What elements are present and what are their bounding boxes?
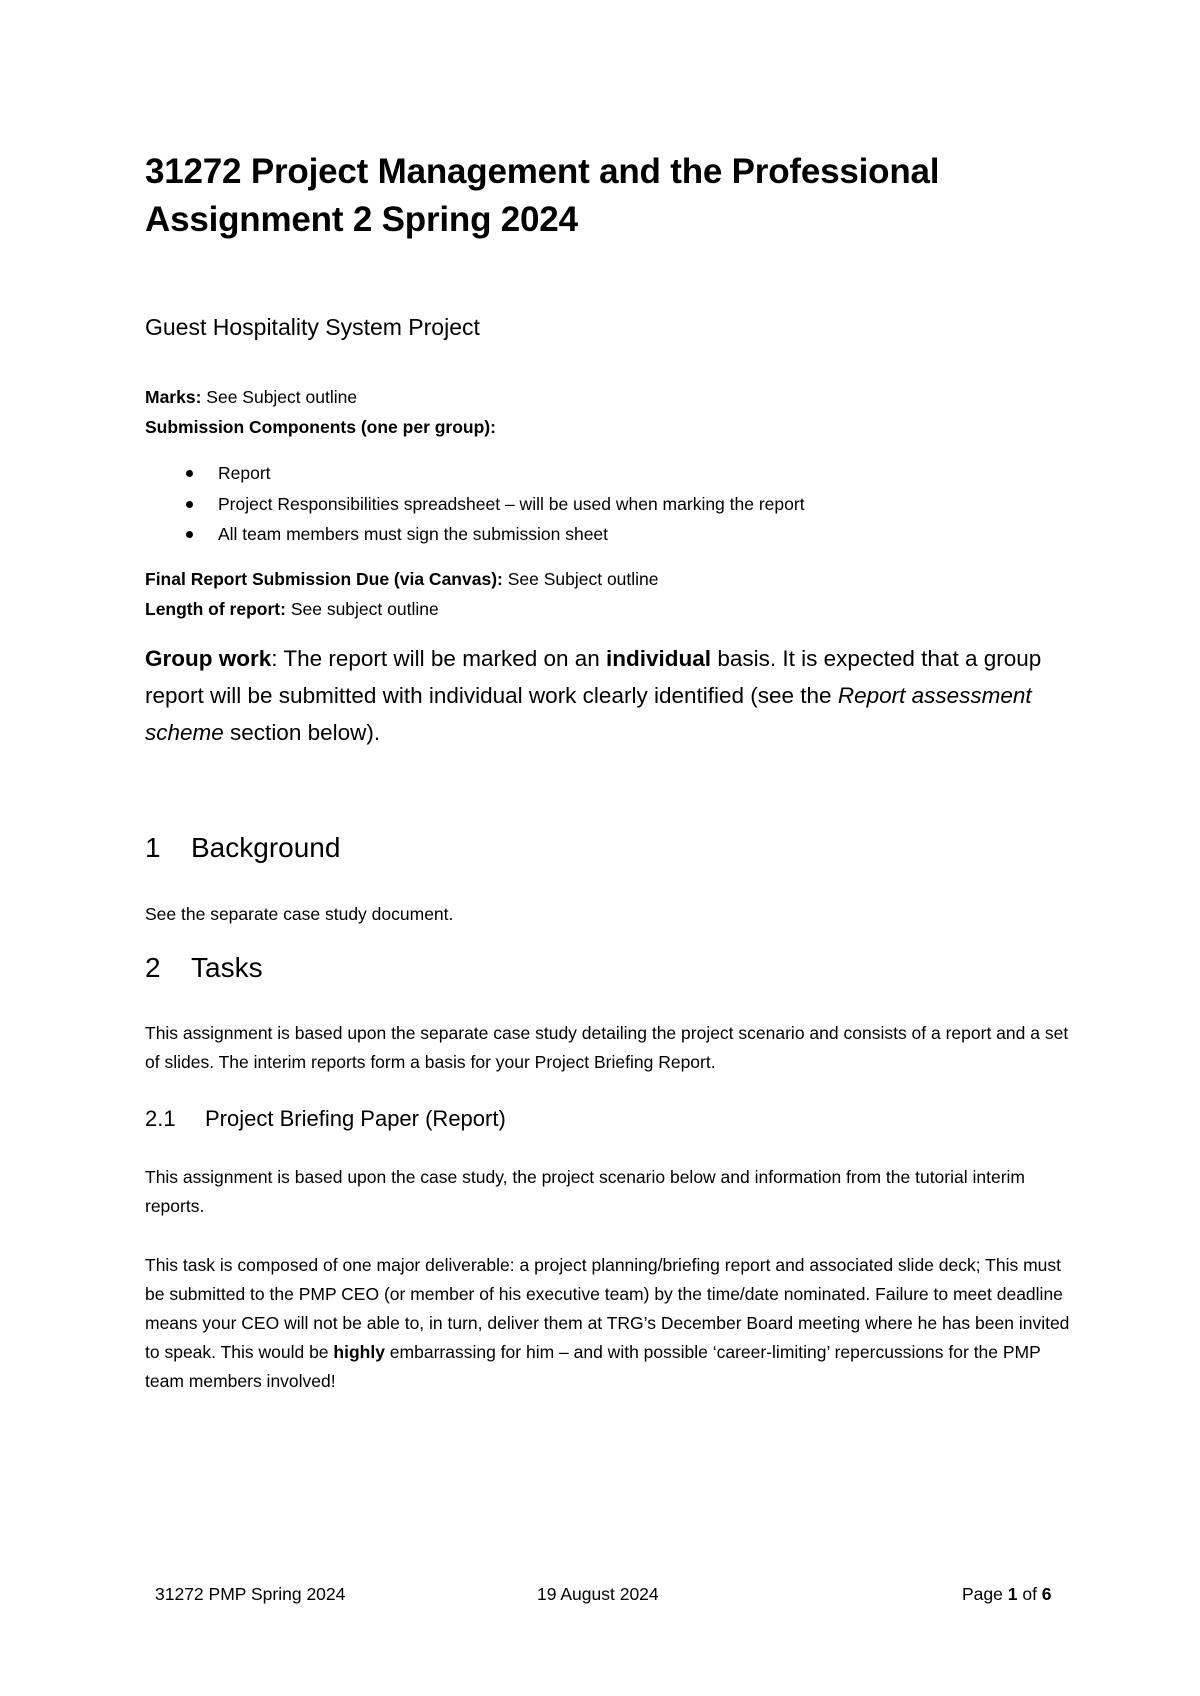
section-title: Background [191,832,341,863]
list-item-text: Project Responsibilities spreadsheet – will be used when marking the report [218,493,805,514]
document-page [145,0,1070,1696]
bullet-icon [186,501,193,508]
title-line-2: Assignment 2 Spring 2024 [145,200,578,239]
bullet-icon [186,531,193,538]
page-label: Page [962,1584,1008,1604]
list-item [145,458,805,489]
section-body-tasks: This assignment is based upon the separate case study detailing the project scenario and consists of a report and a set of slides. The interim reports form a basis for your Project Briefing Report. [145,1023,1069,1072]
footer-page-number [962,1584,1052,1605]
length-value: See subject outline [285,599,439,619]
page-current: 1 [1007,1584,1018,1604]
group-work-italic: Report assessment scheme [145,683,1032,745]
length-line [145,596,439,622]
briefing-paragraph-2 [145,1251,1080,1396]
list-item-text: Report [218,463,271,483]
footer-left: 31272 PMP Spring 2024 [155,1584,346,1604]
group-work-paragraph [145,640,1075,751]
submission-components-list [145,458,805,550]
final-due-value: See Subject outline [502,569,659,589]
group-work-colon: : [271,646,278,671]
subsection-title: Project Briefing Paper (Report) [205,1106,506,1131]
marks-label: Marks: [145,387,202,407]
final-due-label: Final Report Submission Due (via Canvas): [145,569,503,589]
group-work-text: basis. It is expected that a group report will be submitted with individual work clearly identified (see the [145,646,1042,708]
section-heading-tasks [145,952,263,984]
briefing-text: embarrassing for him – and with possible ‘career-limiting’ repercussions for the PMP team members involved! [145,1342,1041,1391]
final-due-line [145,566,659,592]
section-body-background: See the separate case study document. [145,904,454,924]
submission-components-line [145,414,496,440]
group-work-text: section below). [223,720,381,745]
list-item [145,489,805,520]
footer-date: 19 August 2024 [537,1584,659,1604]
group-work-label: Group work [145,646,272,671]
marks-line [145,384,357,410]
briefing-paragraph-1: This assignment is based upon the case study, the project scenario below and information from the tutorial interim reports. [145,1167,1025,1216]
submission-components-label: Submission Components (one per group): [145,417,496,437]
section-number: 2 [145,952,161,983]
bullet-icon [186,470,193,477]
title-line-1: 31272 Project Management and the Professional [145,152,940,191]
page-of: of [1017,1584,1042,1604]
briefing-bold: highly [333,1342,385,1362]
subsection-number: 2.1 [145,1106,176,1131]
list-item-text: All team members must sign the submission sheet [218,524,609,544]
list-item [145,519,805,550]
project-subtitle: Guest Hospitality System Project [145,314,480,340]
section-title: Tasks [191,952,263,983]
marks-value: See Subject outline [201,387,358,407]
document-title [145,148,939,244]
page-total: 6 [1041,1584,1052,1604]
section-heading-background [145,832,340,864]
section-number: 1 [145,832,161,863]
briefing-text: This task is composed of one major deliverable: a project planning/briefing report and associated slide deck; This must be submitted to the PMP CEO (or member of his executive team) by the time/date nominated. Failure to meet deadline means your CEO will not be able to, in turn, deliver them at TRG’s December Board meeting where he has been invited to speak. This would be [145,1255,1070,1362]
length-label: Length of report: [145,599,286,619]
subsection-heading-briefing [145,1106,506,1132]
group-work-text: The report will be marked on an [277,646,607,671]
group-work-bold: individual [606,646,712,671]
